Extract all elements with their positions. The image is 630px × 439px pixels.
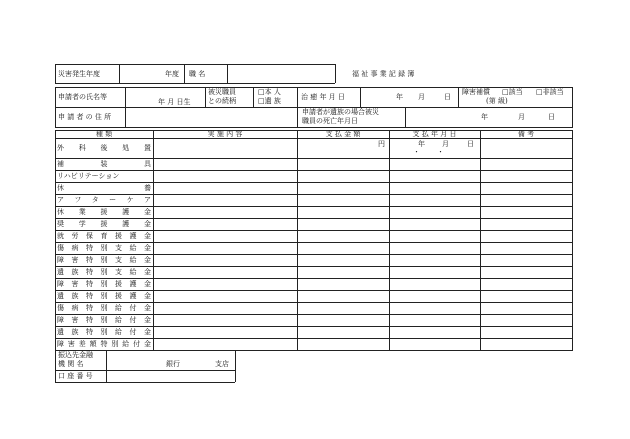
applicant-name-label: 申請者の氏名等 — [58, 93, 107, 101]
row-type-char: 害 — [71, 279, 79, 288]
row-type-char: 別 — [100, 315, 108, 324]
row-type-char: 金 — [144, 303, 151, 312]
row-type-char: 付 — [133, 339, 141, 348]
row-type-char: 特 — [86, 327, 93, 336]
relation-label-1: 被災職員 — [208, 88, 236, 96]
header-amount: 支 払 金 額 — [325, 130, 361, 138]
row-type-char: 族 — [71, 291, 79, 300]
row-type-label — [57, 208, 151, 217]
row-type-char: 奨 — [57, 219, 64, 228]
row-type-char: 学 — [78, 219, 86, 228]
row-type-char: 護 — [122, 207, 130, 216]
row-type-label — [57, 340, 151, 349]
header-remarks: 備 考 — [517, 130, 535, 138]
row-type-char: 別 — [100, 279, 108, 288]
row-type-char: 別 — [100, 255, 108, 264]
row-type-char: 遺 — [57, 327, 64, 336]
row-type-char: 就 — [57, 231, 64, 240]
row-type-char: 外 — [57, 143, 64, 152]
disability-not-applicable[interactable]: □非該当 — [536, 88, 564, 96]
disability-applicable[interactable]: □該当 — [502, 88, 523, 96]
death-year: 年 — [481, 113, 488, 121]
row-type-char: 金 — [144, 243, 151, 252]
row-type-char: 障 — [57, 315, 64, 324]
row-type-label — [57, 328, 151, 337]
row-type-char: 金 — [144, 207, 151, 216]
row-type-char: 金 — [144, 231, 151, 240]
row-type-char: 労 — [71, 231, 79, 240]
death-month: 月 — [518, 113, 525, 121]
row-type-char: 援 — [100, 219, 108, 228]
cure-month: 月 — [418, 93, 425, 101]
row-type-label — [57, 244, 151, 253]
row-type-char: 特 — [86, 291, 93, 300]
bank-label-2: 機 関 名 — [58, 360, 84, 368]
row-type-char: 別 — [100, 291, 108, 300]
row-type-char: 具 — [144, 159, 151, 168]
death-day: 日 — [548, 113, 555, 121]
row-type-char: 傷 — [57, 243, 64, 252]
row-type-char: 害 — [71, 315, 79, 324]
row-type-char: 害 — [71, 255, 79, 264]
row-type-char: 置 — [144, 143, 151, 152]
date-year: 年 — [418, 140, 425, 148]
row-type-char: 金 — [144, 267, 151, 276]
row-type-char: 給 — [115, 315, 122, 324]
date-dot-2: ・ — [437, 148, 444, 156]
row-type-char: 特 — [100, 339, 108, 348]
row-type-char: 処 — [122, 143, 130, 152]
row-type-char: 付 — [129, 315, 137, 324]
row-type-char: 後 — [100, 143, 108, 152]
row-type-label — [57, 268, 151, 277]
row-type-char: 装 — [100, 159, 108, 168]
row-type-char: 保 — [86, 231, 93, 240]
row-type-char: 休 — [57, 183, 64, 192]
row-type-char: 金 — [144, 327, 151, 336]
row-type-char: 金 — [144, 315, 151, 324]
row-type-char: 業 — [78, 207, 86, 216]
row-type-char: 護 — [129, 291, 137, 300]
row-type-char: 特 — [86, 303, 93, 312]
row-type-label — [57, 196, 151, 205]
row-type-char: 援 — [115, 279, 122, 288]
row-type-char: 養 — [144, 183, 151, 192]
row-type-char: 別 — [100, 303, 108, 312]
row-type-char: 支 — [115, 243, 122, 252]
branch-suffix: 支店 — [215, 360, 229, 368]
row-type-char: 特 — [86, 255, 93, 264]
row-type-char: 金 — [144, 219, 151, 228]
row-type-label — [57, 232, 151, 241]
row-type-char: 障 — [57, 279, 64, 288]
row-type-label — [57, 184, 151, 193]
cure-date-label: 治 癒 年 月 日 — [301, 93, 345, 101]
row-type-label — [57, 292, 151, 301]
date-month: 月 — [442, 140, 449, 148]
row-type-char: 護 — [129, 231, 137, 240]
row-type-char: 付 — [129, 327, 137, 336]
row-type-char: 休 — [57, 207, 64, 216]
row-type-char: 援 — [100, 207, 108, 216]
year-suffix: 年度 — [165, 70, 179, 78]
row-type-char: 額 — [89, 339, 97, 348]
row-type-char: リハビリテーション — [57, 171, 120, 180]
row-type-char: フ — [74, 195, 82, 204]
row-type-char: 護 — [129, 279, 137, 288]
relation-option-self[interactable]: □本 人 — [258, 88, 281, 96]
row-type-char: 特 — [86, 243, 93, 252]
row-type-char: 金 — [144, 339, 151, 348]
date-day: 日 — [467, 140, 474, 148]
row-type-char: 特 — [86, 279, 93, 288]
row-type-label — [57, 172, 151, 181]
row-type-label — [57, 220, 151, 229]
row-type-char: 害 — [67, 339, 75, 348]
row-type-char: 別 — [111, 339, 119, 348]
row-type-label — [57, 256, 151, 265]
bank-label-1: 振込先金融 — [58, 351, 93, 359]
date-dot-1: ・ — [413, 148, 420, 156]
applicant-address-label: 申 請 者 の 住 所 — [58, 113, 112, 121]
cure-year: 年 — [396, 93, 403, 101]
header-payment-date: 支 払 年 月 日 — [412, 130, 457, 138]
row-type-char: 補 — [57, 159, 64, 168]
row-type-char: 遺 — [57, 291, 64, 300]
cure-day: 日 — [444, 93, 451, 101]
row-type-char: 援 — [115, 291, 122, 300]
row-type-char: 科 — [78, 143, 86, 152]
row-type-char: 傷 — [57, 303, 64, 312]
row-type-char: 給 — [115, 303, 122, 312]
row-type-char: 給 — [129, 267, 137, 276]
row-type-char: 遺 — [57, 267, 64, 276]
row-type-char: 給 — [115, 327, 122, 336]
row-type-char: 金 — [144, 279, 151, 288]
job-title-label: 職 名 — [189, 70, 206, 78]
row-type-char: タ — [91, 195, 99, 204]
row-type-char: 特 — [86, 315, 93, 324]
relation-label-2: との続柄 — [208, 97, 236, 105]
row-type-char: ー — [109, 195, 117, 204]
disaster-year-label: 災害発生年度 — [58, 70, 100, 78]
row-type-char: 病 — [71, 303, 79, 312]
row-type-char: ケ — [126, 195, 134, 204]
row-type-char: 援 — [115, 231, 122, 240]
row-type-char: 金 — [144, 255, 151, 264]
death-date-label-2: 職員の死亡年月日 — [302, 117, 358, 125]
row-type-char: 支 — [115, 255, 122, 264]
birth-date: 年 月 日生 — [158, 98, 191, 106]
row-type-char: ア — [57, 195, 64, 204]
form-title: 福 祉 事 業 記 録 簿 — [352, 70, 415, 78]
row-type-label — [57, 304, 151, 313]
row-type-char: 護 — [122, 219, 130, 228]
row-type-char: ア — [143, 195, 151, 204]
row-type-char: 給 — [129, 243, 137, 252]
row-type-char: 給 — [122, 339, 130, 348]
row-type-char: 族 — [71, 267, 79, 276]
disability-grade: (第 級) — [486, 97, 508, 105]
row-type-char: 病 — [71, 243, 79, 252]
row-type-label — [57, 160, 151, 169]
row-type-char: 差 — [78, 339, 86, 348]
row-type-label — [57, 316, 151, 325]
row-type-char: 金 — [144, 291, 151, 300]
bank-suffix: 銀行 — [166, 360, 180, 368]
row-type-char: 別 — [100, 327, 108, 336]
relation-option-family[interactable]: □遺 族 — [258, 97, 281, 105]
header-type: 種 類 — [95, 130, 113, 138]
row-type-char: 支 — [115, 267, 122, 276]
row-type-char: 障 — [57, 339, 64, 348]
row-type-char: 別 — [100, 243, 108, 252]
account-number-label: 口 座 番 号 — [58, 372, 93, 380]
row-type-label — [57, 280, 151, 289]
row-type-label — [57, 144, 151, 153]
row-type-char: 別 — [100, 267, 108, 276]
row-type-char: 族 — [71, 327, 79, 336]
death-date-label-1: 申請者が遺族の場合被災 — [302, 108, 379, 116]
yen-unit: 円 — [378, 140, 385, 148]
header-content: 実 施 内 容 — [207, 130, 243, 138]
row-type-char: 障 — [57, 255, 64, 264]
disability-label: 障害補償 — [462, 88, 490, 96]
row-type-char: 特 — [86, 267, 93, 276]
row-type-char: 給 — [129, 255, 137, 264]
row-type-char: 付 — [129, 303, 137, 312]
row-type-char: 育 — [100, 231, 108, 240]
